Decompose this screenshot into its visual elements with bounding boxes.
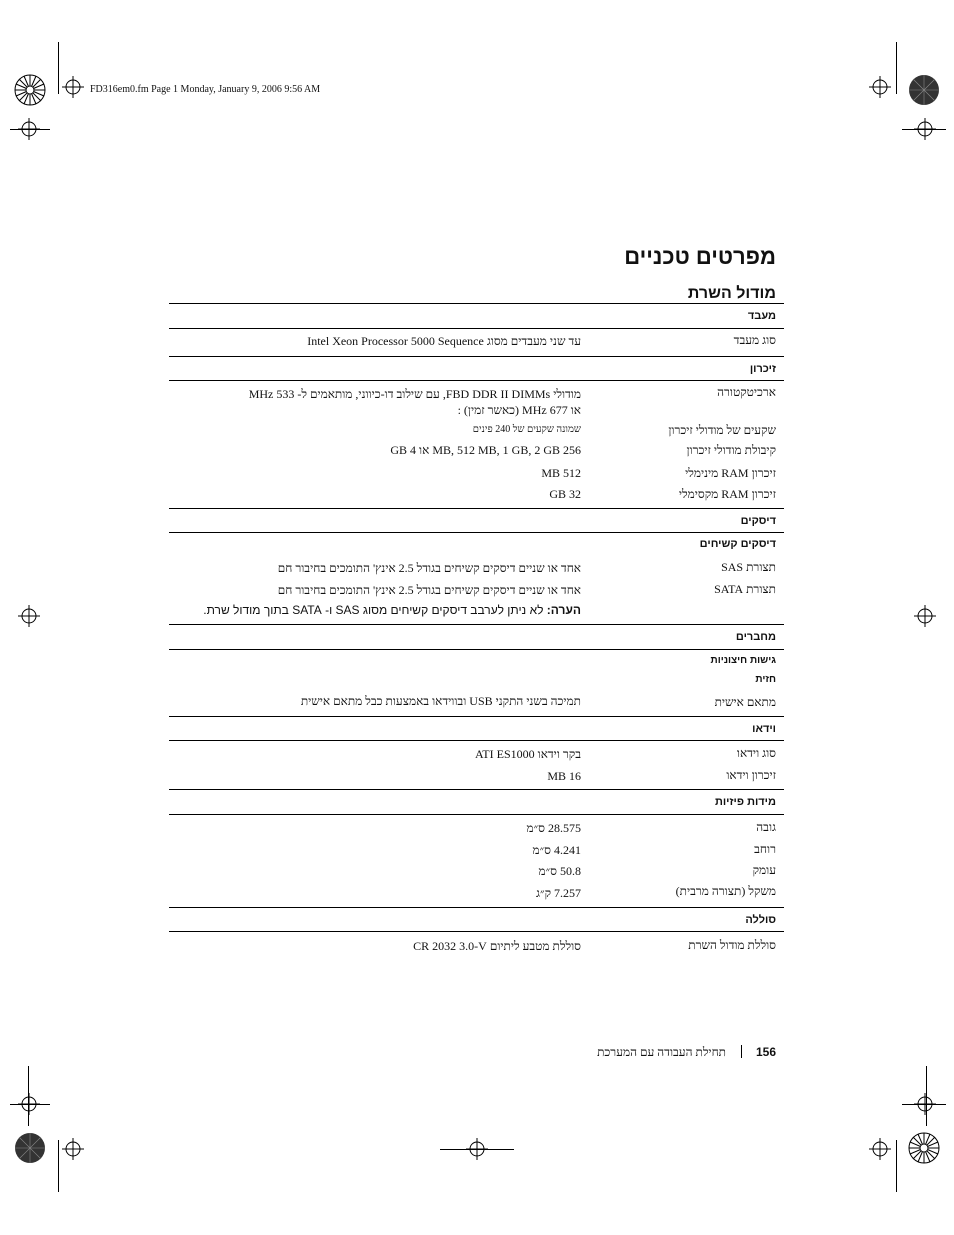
table-rule bbox=[169, 532, 784, 533]
group-heading-processor: מעבד bbox=[747, 310, 776, 322]
table-rule bbox=[169, 328, 784, 329]
row-label: סוג וידאו bbox=[736, 746, 776, 760]
footer-title: תחילת העבודה עם המערכת bbox=[597, 1045, 726, 1059]
group-heading-video: וידאו bbox=[752, 723, 776, 735]
row-value: 16 MB bbox=[547, 769, 581, 783]
group-heading-battery: סוללה bbox=[745, 914, 776, 926]
table-rule bbox=[169, 508, 784, 509]
row-value: 512 MB bbox=[541, 466, 581, 480]
starburst-mark-icon bbox=[14, 74, 46, 106]
row-label: סוללת מודול השרת bbox=[688, 938, 776, 952]
subheading-hard-drives: דיסקים קשיחים bbox=[699, 538, 776, 550]
table-rule bbox=[169, 740, 784, 741]
row-value: שמונה שקעים של 240 פינים bbox=[472, 424, 581, 435]
row-value: 4.241 ס״מ bbox=[532, 843, 581, 857]
crop-mark bbox=[58, 1140, 59, 1192]
row-value: בקר וידאו ATI ES1000 bbox=[474, 747, 581, 761]
row-label: עומק bbox=[752, 863, 776, 877]
crop-mark bbox=[58, 42, 59, 94]
subheading-external: גישות חיצוניות bbox=[710, 655, 776, 666]
table-rule bbox=[169, 814, 784, 815]
note-label: הערה: bbox=[546, 603, 581, 617]
row-value: סוללת מטבע ליתיום CR 2032 3.0-V bbox=[413, 939, 581, 953]
starburst-mark-icon bbox=[908, 1132, 940, 1164]
table-rule bbox=[169, 789, 784, 790]
table-rule bbox=[169, 649, 784, 650]
table-rule bbox=[169, 356, 784, 357]
registration-target-icon bbox=[914, 1093, 936, 1115]
row-value: 7.257 ק״ג bbox=[536, 886, 581, 900]
registration-target-icon bbox=[914, 605, 936, 627]
table-rule bbox=[169, 931, 784, 932]
row-label: רוחב bbox=[754, 842, 776, 856]
note-text: לא ניתן לערבב דיסקים קשיחים מסוג SAS ו- SATA בתוך מודול שרת. bbox=[203, 603, 547, 617]
row-label: משקל (תצורה מרבית) bbox=[675, 884, 776, 898]
row-label: מתאם אישית bbox=[714, 695, 776, 709]
page-number: 156 bbox=[755, 1045, 776, 1059]
table-rule bbox=[169, 907, 784, 908]
registration-target-icon bbox=[914, 118, 936, 140]
drive-note bbox=[203, 603, 581, 617]
row-label: תצורת SATA bbox=[714, 582, 776, 596]
crop-mark bbox=[440, 1149, 514, 1150]
crop-mark bbox=[896, 42, 897, 94]
row-label: תצורת SAS bbox=[721, 560, 776, 574]
table-rule bbox=[169, 380, 784, 381]
subheading-front: חזית bbox=[755, 674, 776, 685]
row-label: ארכיטקטורה bbox=[717, 385, 776, 399]
row-label: שקעים של מודולי זיכרון bbox=[668, 423, 776, 437]
row-label: זיכרון וידאו bbox=[726, 768, 776, 782]
row-label: זיכרון RAM מקסימלי bbox=[678, 487, 776, 501]
section-title: מודול השרת bbox=[687, 285, 776, 302]
row-label: גובה bbox=[756, 820, 776, 834]
row-value: 50.8 ס״מ bbox=[538, 864, 581, 878]
registration-target-icon bbox=[869, 76, 891, 98]
crop-mark bbox=[896, 1140, 897, 1192]
file-header: FD316em0.fm Page 1 Monday, January 9, 2006 9:56 AM bbox=[90, 84, 321, 95]
row-value: אחד או שניים דיסקים קשיחים בגודל 2.5 אינץ' התומכים בחיבור חם bbox=[277, 583, 581, 597]
registration-target-icon bbox=[18, 1093, 40, 1115]
table-rule bbox=[169, 303, 784, 304]
table-rule bbox=[169, 716, 784, 717]
registration-target-icon bbox=[18, 605, 40, 627]
group-heading-connectors: מחברים bbox=[735, 631, 776, 643]
row-label: זיכרון RAM מינימלי bbox=[685, 466, 776, 480]
page-title: מפרטים טכניים bbox=[624, 244, 776, 269]
row-value: עד שני מעבדים מסוג Intel Xeon Processor 5000 Sequence bbox=[307, 334, 581, 348]
registration-target-icon bbox=[62, 76, 84, 98]
group-heading-drives: דיסקים bbox=[740, 515, 776, 527]
registration-target-icon bbox=[18, 118, 40, 140]
footer-divider bbox=[741, 1045, 742, 1058]
group-heading-memory: זיכרון bbox=[749, 363, 776, 375]
registration-target-icon bbox=[62, 1138, 84, 1160]
row-value: תמיכה בשני התקני USB ובווידאו באמצעות כבל מתאם אישית bbox=[300, 694, 581, 708]
table-rule bbox=[169, 624, 784, 625]
row-value: 32 GB bbox=[549, 487, 581, 501]
row-value: מודולי FBD DDR II DIMMs, עם שילוב דו-כיווני, מותאמים ל- 533 MHz bbox=[248, 387, 581, 401]
row-value: 256 MB, 512 MB, 1 GB, 2 GB או 4 GB bbox=[390, 443, 581, 457]
starburst-dark-icon bbox=[908, 74, 940, 106]
row-label: סוג מעבד bbox=[733, 333, 776, 347]
group-heading-physical: מידות פיזיות bbox=[714, 796, 776, 808]
starburst-dark-icon bbox=[14, 1132, 46, 1164]
row-value: 28.575 ס״מ bbox=[526, 821, 581, 835]
row-label: קיבולת מודולי זיכרון bbox=[686, 443, 776, 457]
registration-target-icon bbox=[869, 1138, 891, 1160]
row-value: או 677 MHz (כאשר זמין) : bbox=[457, 403, 581, 417]
row-value: אחד או שניים דיסקים קשיחים בגודל 2.5 אינץ' התומכים בחיבור חם bbox=[277, 561, 581, 575]
